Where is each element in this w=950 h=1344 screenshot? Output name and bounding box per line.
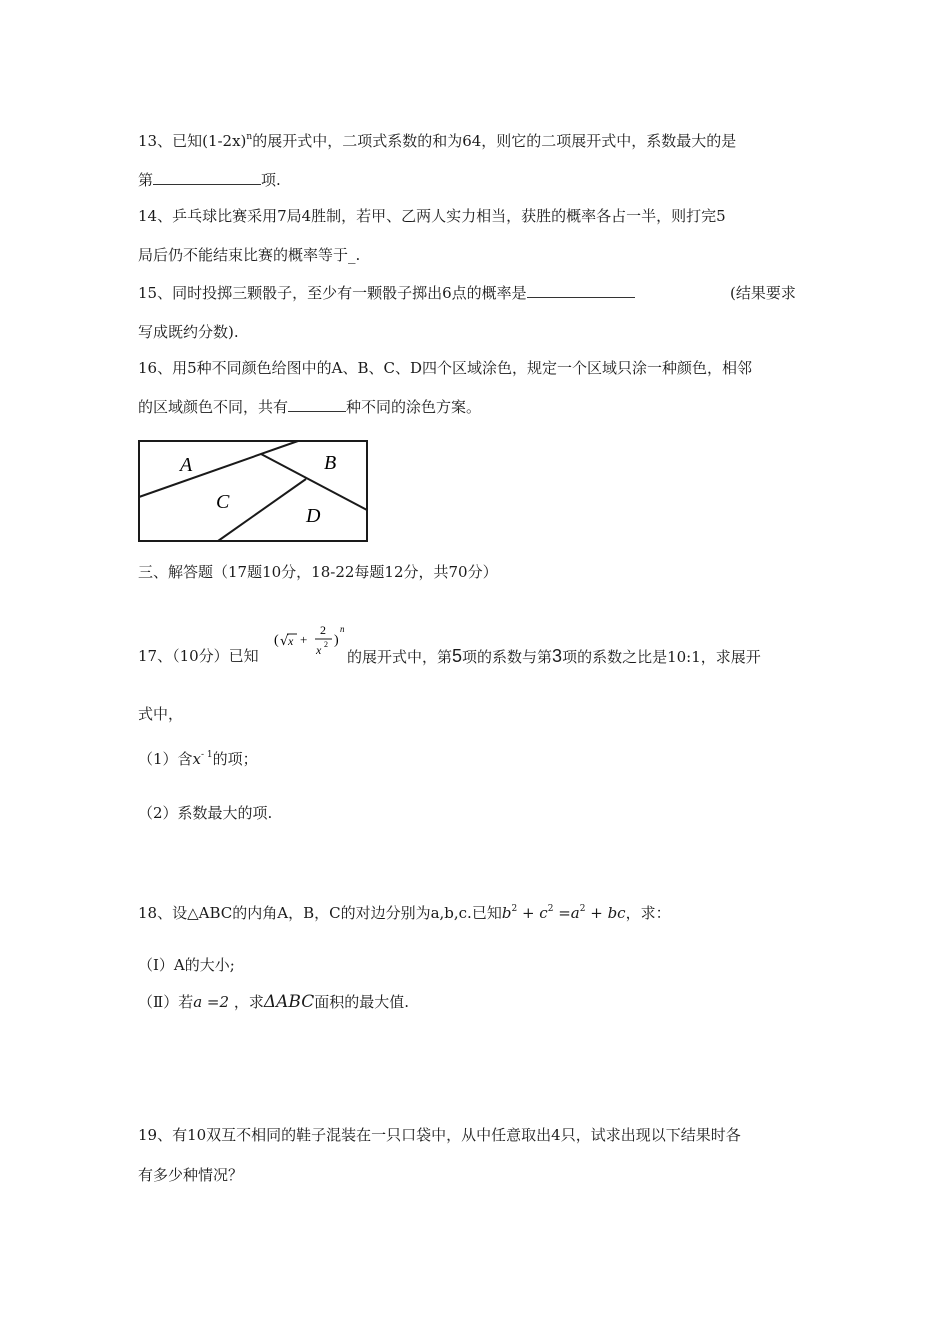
q15-line2: 写成既约分数).: [138, 323, 239, 341]
q17-k1: 5: [452, 646, 463, 666]
q16-text-2: 种不同的涂色方案。: [346, 398, 482, 416]
q18-bc: bc: [607, 904, 626, 922]
q17-line2: 式中，: [138, 705, 184, 723]
q19-line1: 19、有10双互不相同的鞋子混装在一只口袋中，从中任意取出4只，试求出现以下结果时各: [138, 1126, 741, 1144]
q17-prefix: 17、（10分）已知: [138, 647, 259, 665]
q13-text-4: 项.: [261, 171, 281, 189]
q17-formula: [272, 620, 352, 662]
q18-text-2: ，求：: [625, 904, 671, 922]
q18-b-exp: 2: [511, 904, 518, 914]
q17-part2: （2）系数最大的项.: [138, 804, 273, 822]
q17-part1-exp: - 1: [201, 750, 213, 760]
q17-part1-text-2: 的项；: [212, 750, 258, 768]
q18-part2-triangle: ΔABC: [263, 992, 315, 1012]
region-label-c: C: [216, 491, 230, 513]
q13-text-3: 第: [138, 171, 154, 189]
region-label-d: D: [306, 505, 321, 527]
q13-text-2: 的展开式中，二项式系数的和为64，则它的二项展开式中，系数最大的是: [252, 132, 737, 150]
region-label-a: A: [180, 454, 193, 476]
q14-line1: 14、乒乓球比赛采用7局4胜制，若甲、乙两人实力相当，获胜的概率各占一半，则打完5: [138, 207, 726, 225]
q17-part1-text: （1）含: [138, 750, 193, 768]
q17-part1-var: x: [192, 750, 202, 768]
q17-rest: [347, 646, 761, 667]
diagram-line-bd: [261, 454, 367, 510]
q18-line1: 18、设△ABC的内角A，B，C的对边分别为a,b,c.已知$b^2 + c^2 =a^2$ + bc，求：: [138, 904, 671, 922]
q18-part2-text-3: 面积的最大值.: [314, 993, 409, 1011]
formula-den-exp: 2: [324, 640, 328, 649]
q15-text: 15、同时投掷三颗骰子，至少有一颗骰子掷出6点的概率是: [138, 284, 527, 302]
q16-text: 的区域颜色不同，共有: [138, 398, 289, 416]
formula-exp: n: [340, 624, 345, 634]
q16-answer-blank[interactable]: [288, 397, 346, 412]
region-label-b: B: [324, 452, 337, 474]
region-diagram: [136, 438, 372, 544]
q18-part2-eq: a =2: [193, 993, 230, 1011]
q18-c: c: [539, 904, 548, 922]
q16-line1: 16、用5种不同颜色给图中的A、B、C、D四个区域涂色，规定一个区域只涂一种颜色，相邻: [138, 359, 752, 377]
q18-text: 18、设△ABC的内角A，B，C的对边分别为a,b,c.已知: [138, 904, 502, 922]
q18-part2: [138, 992, 409, 1012]
q18-c-exp: 2: [547, 904, 554, 914]
q19-line2: 有多少种情况？: [138, 1166, 244, 1184]
formula-numerator: 2: [320, 623, 326, 637]
q13-line2: [138, 170, 281, 190]
q18-b: b: [501, 904, 512, 922]
q18-part2-text: （Ⅱ）若: [138, 993, 194, 1011]
q17-text-3: 项的系数之比是10:1，求展开: [562, 648, 761, 666]
section3-heading: 三、解答题（17题10分，18-22每题12分，共70分）: [138, 563, 498, 581]
q18-a-exp: 2: [579, 904, 586, 914]
q17-part1: [138, 745, 258, 769]
formula-denominator: x: [316, 643, 322, 657]
q15-line1: [138, 283, 818, 303]
q18-part1: （Ⅰ）A的大小;: [138, 956, 235, 974]
q18-a: a: [570, 904, 580, 922]
formula-rparen: ): [334, 633, 339, 648]
diagram-line-cd: [218, 479, 306, 541]
q17-text-2: 项的系数与第: [462, 648, 553, 666]
q18-part2-text-2: ，求: [233, 993, 264, 1011]
q13-line1: [138, 127, 736, 151]
formula-lparen: (: [274, 633, 279, 648]
formula-x: x: [288, 634, 294, 648]
q13-exponent: n: [246, 132, 253, 142]
q17-k2: 3: [552, 646, 563, 666]
q13-answer-blank[interactable]: [153, 170, 261, 185]
q14-line2: 局后仍不能结束比赛的概率等于_.: [138, 246, 361, 264]
q17-text: 的展开式中，第: [347, 648, 453, 666]
formula-plus: +: [300, 632, 308, 647]
q15-answer-blank[interactable]: [527, 283, 635, 298]
sqrt-icon: √: [280, 634, 289, 649]
q15-text-2: (结果要求: [730, 284, 796, 302]
q13-text: 13、已知(1-2x): [138, 132, 247, 150]
q16-line2: [138, 397, 481, 417]
diagram-line-ac: [139, 441, 298, 497]
